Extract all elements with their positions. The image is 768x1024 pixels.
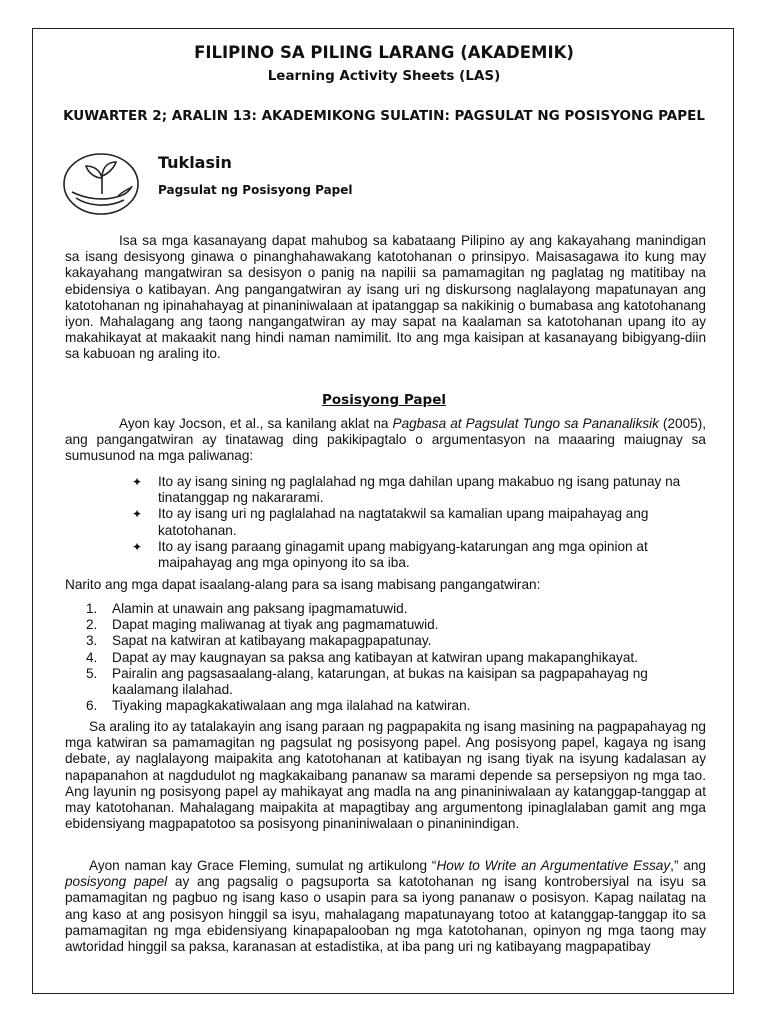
item-text: Alamin at unawain ang paksang ipagmamatuwid. [112,601,408,616]
item-number: 3. [86,633,98,649]
section-tuklasin-subtitle: Pagsulat ng Posisyong Papel [158,183,353,197]
star-bullet-icon: ✦ [132,475,143,489]
argument-bullet-list [132,474,702,571]
list-item [86,633,686,649]
considerations-intro-block [65,577,706,593]
list-item [132,474,702,506]
article-title: How to Write an Argumentative Essay [436,858,671,873]
item-text: Pairalin ang pagsasaalang-alang, katarungan, at bukas na kaisipan sa pagpapahayag ng kaalamang ilalahad. [112,665,648,698]
item-number: 1. [86,601,98,616]
item-text: Sapat na katwiran at katibayang makapagpapatunay. [112,633,432,649]
posisyong-papel-heading: Posisyong Papel [321,392,446,408]
considerations-numbered-list [86,601,686,714]
item-number: 2. [86,617,98,633]
item-text: Dapat ay may kaugnayan sa paksa ang katibayan at katwiran upang makapanghikayat. [112,649,638,665]
fleming-paragraph-block [65,858,706,955]
item-number: 6. [86,698,98,714]
item-number: 5. [86,665,98,681]
bullet-text: Ito ay isang paraang ginagamit upang mabigyang-katarungan ang mga opinion at maipahayag ang mga opinyong ito sa iba. [158,538,648,571]
term-posisyong-papel: posisyong papel [65,874,168,890]
list-item [132,539,702,571]
item-text: Tiyaking mapagkakatiwalaan ang mga ilalahad na katwiran. [112,698,471,714]
item-number: 4. [86,649,98,665]
list-item [86,601,686,617]
jocson-text-after: (2005), ang pangangatwiran ay tinatawag ding pakikipagtalo o argumentasyon na maaaring maiugnay sa sumusunod na mga paliwanag: [65,416,706,464]
considerations-intro: Narito ang mga dapat isaalang-alang para sa isang mabisang pangangatwiran: [65,577,541,592]
jocson-paragraph-block [65,416,706,465]
lesson-paragraph-block [65,719,706,832]
fleming-text-before: Ayon naman kay Grace Fleming, sumulat ng artikulong “ [89,858,437,873]
bullet-text: Ito ay isang sining ng paglalahad ng mga dahilan upang makabuo ng isang patunay na tinatanggap ng nakararami. [158,474,681,506]
jocson-text-before: Ayon kay Jocson, et al., sa kanilang aklat na [119,416,393,431]
list-item [86,650,686,666]
lesson-heading: KUWARTER 2; ARALIN 13: AKADEMIKONG SULATIN: PAGSULAT NG POSISYONG PAPEL [63,108,705,124]
section-tuklasin-title: Tuklasin [158,153,232,172]
document-title: FILIPINO SA PILING LARANG (AKADEMIK) [194,43,574,62]
list-item [86,666,686,698]
item-text: Dapat maging maliwanag at tiyak ang pagmamatuwid. [112,617,439,633]
fleming-paragraph [65,858,706,955]
intro-paragraph-block [65,233,706,363]
bullet-text: Ito ay isang uri ng paglalahad na nagtatakwil sa kamalian upang maipahayag ang katotohanan. [158,506,649,538]
star-bullet-icon: ✦ [132,507,143,522]
jocson-paragraph [65,416,706,465]
intro-paragraph: Isa sa mga kasanayang dapat mahubog sa kabataang Pilipino ay ang kakayahang manindigan sa isang desisyong ginawa o pinanghahawakang katotohanan o prinsipyo. Maisasagawa ito kung may kakayahang mangatwiran sa desisyon o panig na napilii sa pamamagitan ng paglatag ng matitibay na ebidensiya o katibayan. Ang pangangatwiran ay isang uri ng diskursong naglalayong mapatunayan ang katotohanan ng ipinahahayag at pinaniniwalaan at ipatanggap sa nakikinig o bumabasa ang katotohanang iyon. Mahalagang ang taong nangangatwiran ay may sapat na kaalaman sa katotohanan upang ito ay makahikayat at makaakit nang hindi naman namimilit. Ito ang mga kaisipan at kasanayang bibigyang-diin sa kabuoan ng araling ito. [65,233,706,362]
list-item [86,617,686,633]
fleming-text-after: ay ang pagsalig o pagsuporta sa katotohanan ng isang kontrobersiyal na isyu sa pamamagitan ng pagbuo ng isang kaso o usapin para sa iyong pananaw o posisyon. Kapag nailatag na ang kaso at ang posisyon hinggil sa isyu, mahalagang mapatunayang totoo at katanggap-tanggap ito sa pamamagitan ng mga ebidensiyang kinapapalooban ng mga katotohanan, opinyon ng mga taong may awtoridad hinggil sa paksa, karanasan at estadistika, at iba pang uri ng katibayang magpapatibay [65,874,707,955]
lesson-paragraph: Sa araling ito ay tatalakayin ang isang paraan ng pagpapakita ng isang masining na pagpapahayag ng mga katwiran sa pamamagitan ng pagsulat ng posisyong papel. Ang posisyong papel, kagaya ng isang debate, ay naglalayong maipakita ang katotohanan at katibayan ng isang tiyak na isyung kadalasan ay napapanahon at nagdudulot ng magkakaibang pananaw sa marami depende sa persepsiyon ng mga tao. Ang layunin ng posisyong papel ay mahikayat ang madla na ang pinaniniwalaan ay katanggap-tanggap at may katotohanan. Mahalagang maipakita at mapagtibay ang argumentong ipinaglalaban gamit ang mga ebidensiyang magpapatotoo sa posisyong pinaniniwalaan o pinaninindigan. [65,719,706,832]
fleming-text-mid: ,” ang [670,858,706,873]
document-subtitle: Learning Activity Sheets (LAS) [267,68,501,84]
star-bullet-icon: ✦ [132,539,143,554]
book-title: Pagbasa at Pagsulat Tungo sa Pananaliksik [392,416,659,431]
list-item [86,698,686,714]
hand-seedling-icon [62,152,140,216]
list-item [132,506,702,538]
